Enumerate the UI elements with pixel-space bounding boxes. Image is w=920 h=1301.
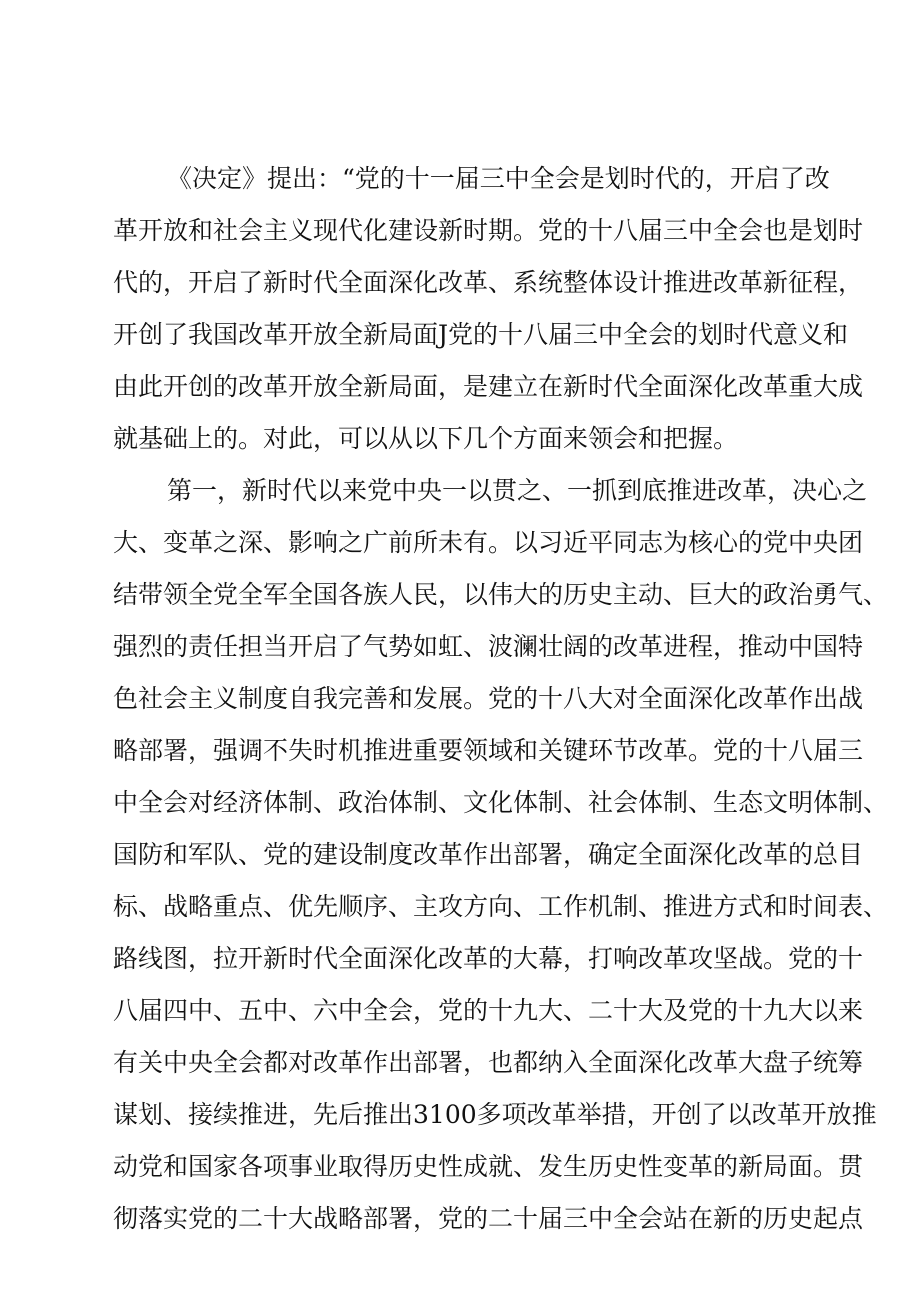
text-line: 有关中央全会都对改革作出部署，也都纳入全面深化改革大盘子统筹 [113, 1048, 864, 1077]
text-line: 动党和国家各项事业取得历史性成就、发生历史性变革的新局面。贯 [113, 1152, 864, 1181]
text-line: 强烈的责任担当开启了气势如虹、波澜壮阔的改革进程，推动中国特 [113, 632, 864, 661]
text-line: 革开放和社会主义现代化建设新时期。党的十八届三中全会也是划时 [113, 216, 864, 245]
text-line: 《决定》提出：“党的十一届三中全会是划时代的，开启了改 [167, 164, 830, 193]
text-line: 就基础上的。对此，可以从以下几个方面来领会和把握。 [113, 424, 739, 453]
text-line: 代的，开启了新时代全面深化改革、系统整体设计推进改革新征程， [113, 268, 864, 297]
text-line: 结带领全党全军全国各族人民，以伟大的历史主动、巨大的政治勇气、 [113, 580, 889, 609]
text-line: 色社会主义制度自我完善和发展。党的十八大对全面深化改革作出战 [113, 684, 864, 713]
text-line: 第一，新时代以来党中央一以贯之、一抓到底推进改革，决心之 [167, 476, 868, 505]
text-line: 彻落实党的二十大战略部署，党的二十届三中全会站在新的历史起点 [113, 1204, 864, 1233]
text-line: 八届四中、五中、六中全会，党的十九大、二十大及党的十九大以来 [113, 996, 864, 1025]
text-line: 中全会对经济体制、政治体制、文化体制、社会体制、生态文明体制、 [113, 788, 889, 817]
text-line: 开创了我国改革开放全新局面J党的十八届三中全会的划时代意义和 [113, 320, 849, 349]
text-line: 由此开创的改革开放全新局面，是建立在新时代全面深化改革重大成 [113, 372, 864, 401]
text-line: 谋划、接续推进，先后推出3100多项改革举措，开创了以改革开放推 [113, 1100, 877, 1129]
text-line: 路线图，拉开新时代全面深化改革的大幕，打响改革攻坚战。党的十 [113, 944, 864, 973]
text-line: 标、战略重点、优先顺序、主攻方向、工作机制、推进方式和时间表、 [113, 892, 889, 921]
text-line: 略部署，强调不失时机推进重要领域和关键环节改革。党的十八届三 [113, 736, 864, 765]
text-line: 大、变革之深、影响之广前所未有。以习近平同志为核心的党中央团 [113, 528, 864, 557]
text-line: 国防和军队、党的建设制度改革作出部署，确定全面深化改革的总目 [113, 840, 864, 869]
